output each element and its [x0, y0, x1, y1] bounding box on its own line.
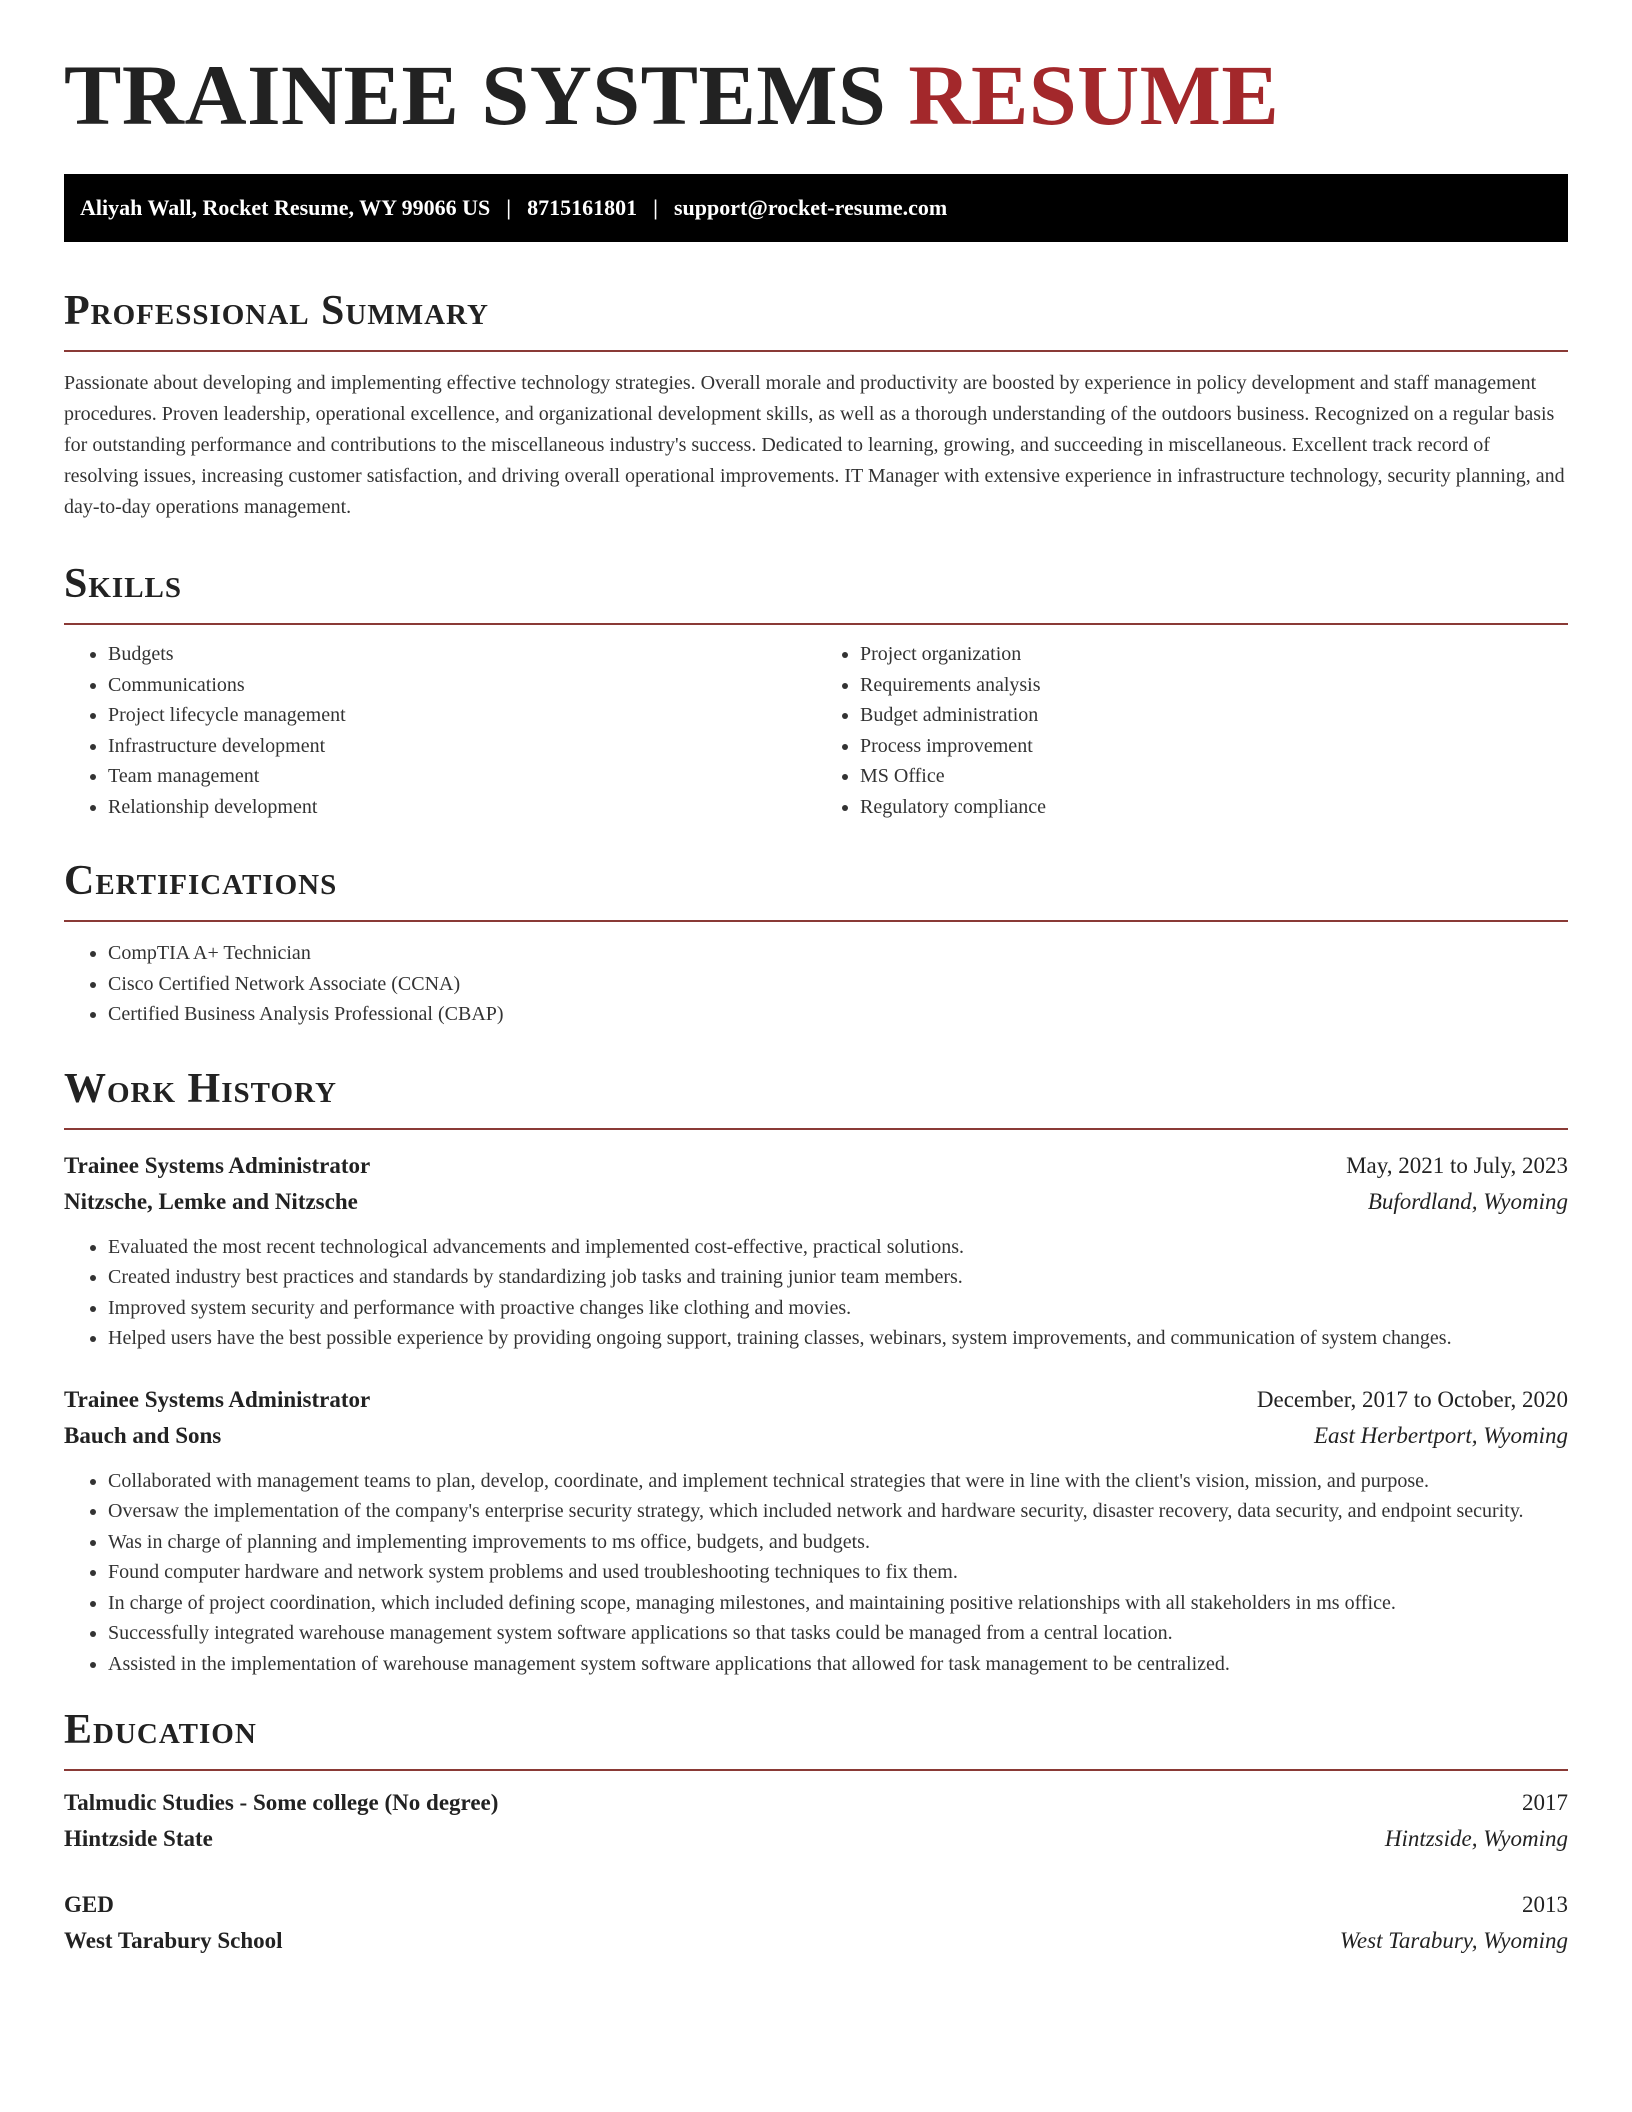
section-divider — [64, 1128, 1568, 1130]
certifications-list — [64, 938, 1568, 1030]
education-school: West Tarabury School — [64, 1928, 283, 1953]
skills-section — [64, 563, 1568, 822]
summary-text: Passionate about developing and implementing effective technology strategies. Overall morale and productivity are boosted by experience in policy development and staff management procedures. Proven leadership, operational excellence, and organizational development skills, as well as a thorough understanding of the outdoors business. Recognized on a regular basis for outstanding performance and contributions to the miscellaneous industry's success. Dedicated to learning, growing, and succeeding in miscellaneous. Excellent track record of resolving issues, increasing customer satisfaction, and driving overall operational improvements. IT Manager with extensive experience in infrastructure technology, security planning, and day-to-day operations management. — [64, 372, 1565, 518]
skill-item: • MS Office — [860, 761, 1568, 792]
skill-item: • Project organization — [860, 639, 1568, 670]
skill-item: • Relationship development — [108, 792, 816, 823]
job-company: Nitzsche, Lemke and Nitzsche — [64, 1188, 358, 1214]
skill-item: • Requirements analysis — [860, 670, 1568, 701]
job-location: East Herbertport, Wyoming — [1313, 1422, 1568, 1448]
contact-email: support@rocket-resume.com — [674, 195, 948, 220]
skill-item: • Communications — [108, 670, 816, 701]
job-header-row — [64, 1148, 1568, 1184]
certifications-heading: Certifications — [64, 858, 338, 904]
section-divider — [64, 920, 1568, 922]
education-degree-row — [64, 1887, 1568, 1923]
education-school: Hintzside State — [64, 1826, 213, 1851]
education-degree-row — [64, 1785, 1568, 1821]
contact-separator: | — [653, 195, 658, 220]
job-company-row — [64, 1184, 1568, 1220]
job-dates: December, 2017 to October, 2020 — [1256, 1386, 1568, 1412]
title-main: TRAINEE SYSTEMS — [64, 47, 887, 143]
section-divider — [64, 1769, 1568, 1771]
job-duty-item: • Improved system security and performance with proactive changes like clothing and movies. — [108, 1293, 1568, 1324]
job-duty-item: • Successfully integrated warehouse management system software applications so that tasks could be managed from a central location. — [108, 1618, 1568, 1649]
skill-item: • Team management — [108, 761, 816, 792]
job-company: Bauch and Sons — [64, 1422, 222, 1448]
job-entry — [64, 1148, 1568, 1354]
job-duty-item: • Was in charge of planning and implementing improvements to ms office, budgets, and budgets. — [108, 1527, 1568, 1558]
job-duty-item: • Evaluated the most recent technological advancements and implemented cost-effective, practical solutions. — [108, 1232, 1568, 1263]
section-divider — [64, 350, 1568, 352]
contact-phone: 8715161801 — [527, 195, 638, 220]
education-year: 2013 — [1522, 1892, 1568, 1917]
job-duty-item: • Created industry best practices and standards by standardizing job tasks and training junior team members. — [108, 1262, 1568, 1293]
education-degree: Talmudic Studies - Some college (No degree) — [64, 1790, 499, 1815]
job-duties-list — [64, 1232, 1568, 1354]
resume-page — [64, 0, 1568, 1959]
skill-item: • Regulatory compliance — [860, 792, 1568, 823]
skill-item: • Infrastructure development — [108, 731, 816, 762]
education-location: West Tarabury, Wyoming — [1339, 1928, 1568, 1953]
summary-heading: Professional Summary — [64, 288, 489, 334]
certifications-section — [64, 860, 1568, 1030]
skill-item: • Budgets — [108, 639, 816, 670]
job-duty-item: • Found computer hardware and network system problems and used troubleshooting techniques to fix them. — [108, 1557, 1568, 1588]
skill-item: • Budget administration — [860, 700, 1568, 731]
job-header-row — [64, 1382, 1568, 1418]
certification-item: • CompTIA A+ Technician — [108, 938, 1568, 969]
work-history-section — [64, 1065, 1568, 1680]
contact-address: Aliyah Wall, Rocket Resume, WY 99066 US — [80, 195, 491, 220]
skills-list-right — [816, 639, 1568, 822]
certification-item: • Cisco Certified Network Associate (CCNA) — [108, 969, 1568, 1000]
job-duty-item: • Helped users have the best possible experience by providing ongoing support, training classes, webinars, system improvements, and communication of system changes. — [108, 1323, 1568, 1354]
job-title: Trainee Systems Administrator — [64, 1152, 371, 1178]
skill-item: • Project lifecycle management — [108, 700, 816, 731]
education-heading: Education — [64, 1707, 257, 1753]
certification-item: • Certified Business Analysis Professional (CBAP) — [108, 999, 1568, 1030]
skills-list-left — [64, 639, 816, 822]
job-company-row — [64, 1418, 1568, 1454]
education-degree: GED — [64, 1892, 114, 1917]
education-entry — [64, 1887, 1568, 1959]
education-entry — [64, 1785, 1568, 1857]
summary-section — [64, 290, 1568, 523]
contact-bar — [64, 174, 1568, 242]
job-title: Trainee Systems Administrator — [64, 1386, 371, 1412]
job-location: Bufordland, Wyoming — [1367, 1188, 1568, 1214]
education-section — [64, 1709, 1568, 1959]
education-school-row — [64, 1821, 1568, 1857]
job-duties-list — [64, 1466, 1568, 1680]
work-history-heading: Work History — [64, 1065, 337, 1112]
skills-columns — [64, 639, 1568, 822]
resume-title — [64, 47, 1568, 143]
contact-separator: | — [506, 195, 512, 220]
education-year: 2017 — [1522, 1790, 1568, 1815]
education-location: Hintzside, Wyoming — [1384, 1826, 1568, 1851]
skill-item: • Process improvement — [860, 731, 1568, 762]
job-duty-item: • Oversaw the implementation of the company's enterprise security strategy, which included network and hardware security, disaster recovery, data security, and endpoint security. — [108, 1496, 1568, 1527]
job-dates: May, 2021 to July, 2023 — [1346, 1152, 1568, 1178]
skills-heading: Skills — [64, 561, 183, 607]
section-divider — [64, 623, 1568, 625]
education-school-row — [64, 1923, 1568, 1959]
job-entry — [64, 1382, 1568, 1680]
job-duty-item: • In charge of project coordination, which included defining scope, managing milestones, and maintaining positive relationships with all stakeholders in ms office. — [108, 1588, 1568, 1619]
title-accent: RESUME — [908, 47, 1280, 143]
job-duty-item: • Collaborated with management teams to plan, develop, coordinate, and implement technical strategies that were in line with the client's vision, mission, and purpose. — [108, 1466, 1568, 1497]
job-duty-item: • Assisted in the implementation of warehouse management system software applications that allowed for task management to be centralized. — [108, 1649, 1568, 1680]
